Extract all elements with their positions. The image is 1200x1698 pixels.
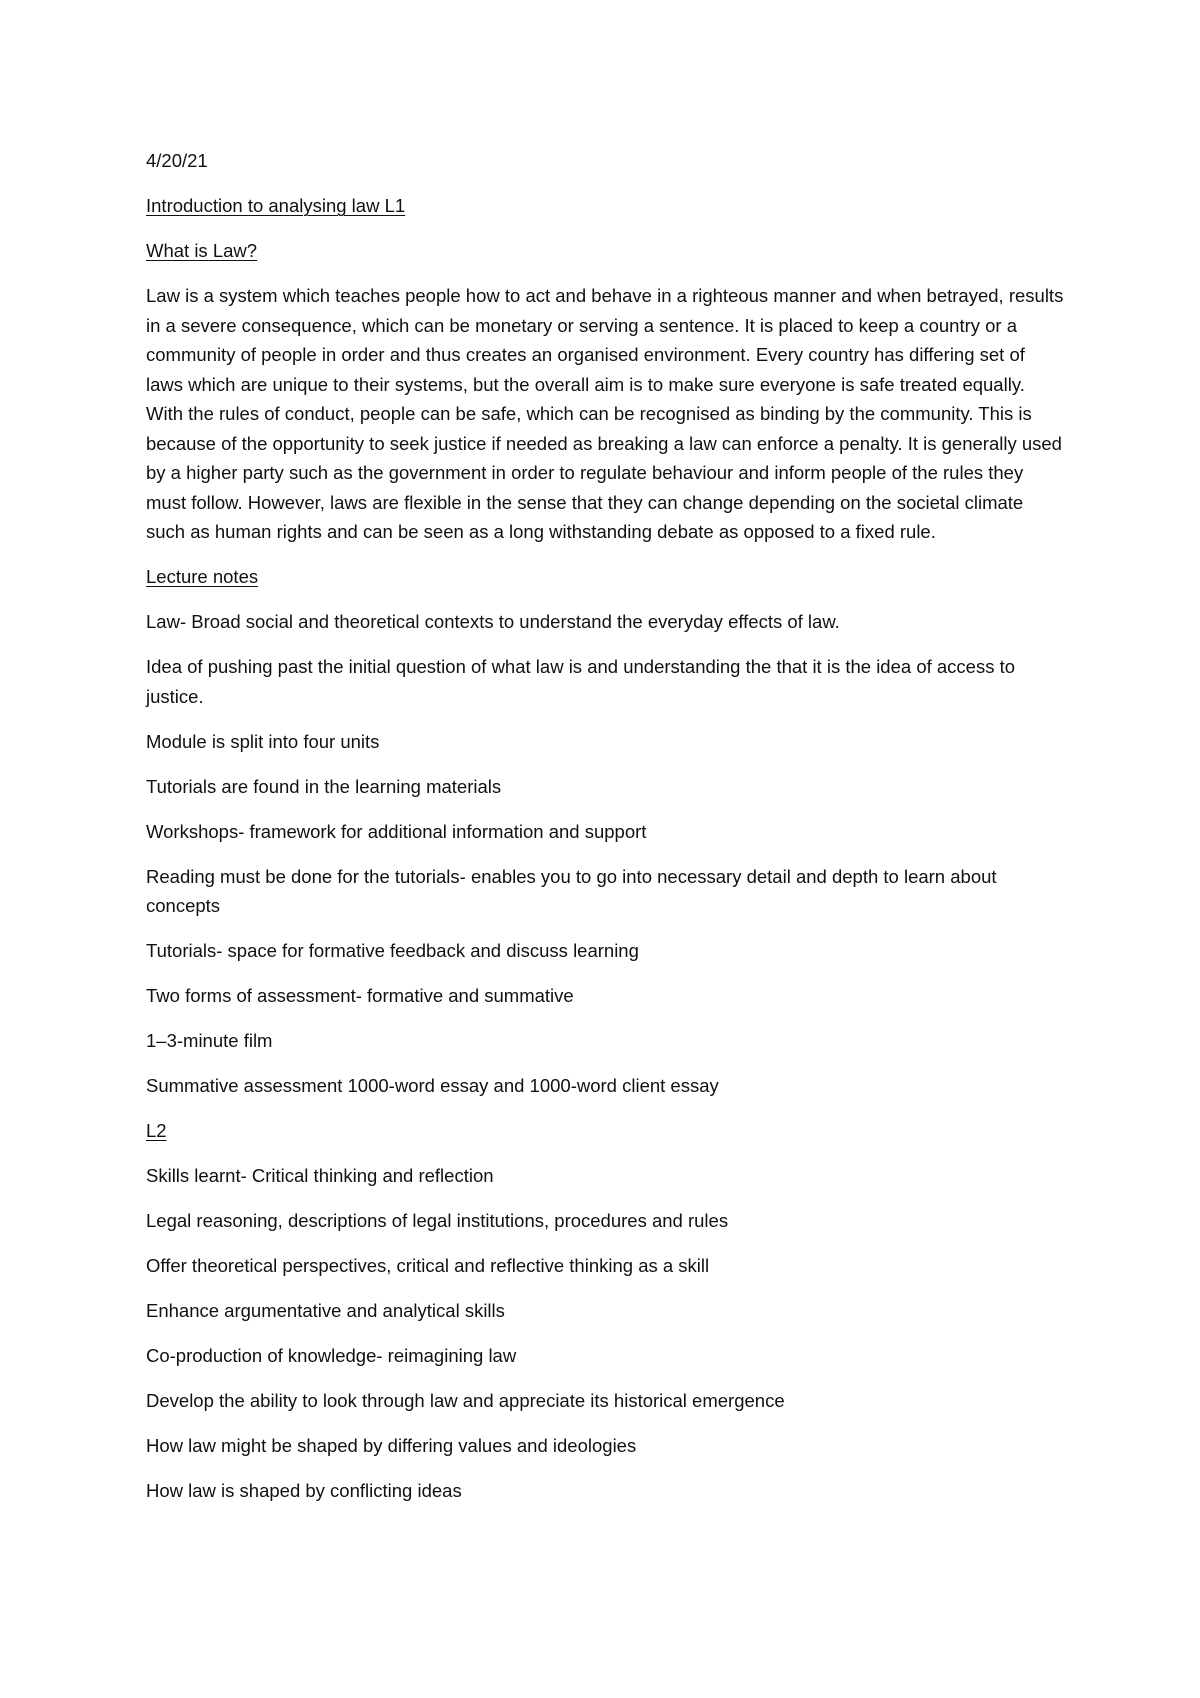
l2-note: Offer theoretical perspectives, critical and reflective thinking as a skill [146,1255,710,1276]
l2-note: How law is shaped by conflicting ideas [146,1480,462,1501]
l2-note: Enhance argumentative and analytical skills [146,1300,505,1321]
document-title: Introduction to analysing law L1 [146,195,406,216]
lecture-note: Reading must be done for the tutorials- enables you to go into necessary detail and depth to learn about concepts [146,865,997,916]
lecture-note: Idea of pushing past the initial question of what law is and understanding the that it is the idea of access to justice. [146,656,1016,707]
lecture-note: Workshops- framework for additional information and support [146,820,647,842]
lecture-note: Law- Broad social and theoretical contexts to understand the everyday effects of law. [146,611,840,632]
lecture-notes-heading: Lecture notes [146,566,259,587]
l2-heading: L2 [146,1120,167,1141]
lecture-note: Two forms of assessment- formative and summative [146,985,574,1006]
lecture-note: Module is split into four units [146,730,380,752]
l2-note: Skills learnt- Critical thinking and reflection [146,1165,494,1186]
lecture-note: Tutorials are found in the learning materials [146,775,502,797]
l2-note: How law might be shaped by differing values and ideologies [146,1435,637,1456]
document-body [146,146,1066,1521]
lecture-note: Summative assessment 1000-word essay and 1000-word client essay [146,1075,719,1096]
answer-paragraph: Law is a system which teaches people how to act and behave in a righteous manner and when betrayed, results in a severe consequence, which can be monetary or serving a sentence. It is placed to keep a country or a community of people in order and thus creates an organised environment. Every country has differing set of laws which are unique to their systems, but the overall aim is to make sure everyone is safe treated equally. With the rules of conduct, people can be safe, which can be recognised as binding by the community. This is because of the opportunity to seek justice if needed as breaking a law can enforce a penalty. It is generally used by a higher party such as the government in order to regulate behaviour and inform people of the rules they must follow. However, laws are flexible in the sense that they can change depending on the societal climate such as human rights and can be seen as a long withstanding debate as opposed to a fixed rule. [146,285,1064,542]
l2-note: Develop the ability to look through law and appreciate its historical emergence [146,1390,785,1411]
l2-note: Co-production of knowledge- reimagining law [146,1345,517,1366]
lecture-note: 1–3-minute film [146,1030,273,1051]
question-heading: What is Law? [146,240,258,261]
l2-note: Legal reasoning, descriptions of legal institutions, procedures and rules [146,1210,729,1231]
lecture-note: Tutorials- space for formative feedback and discuss learning [146,940,639,961]
date: 4/20/21 [146,150,208,171]
